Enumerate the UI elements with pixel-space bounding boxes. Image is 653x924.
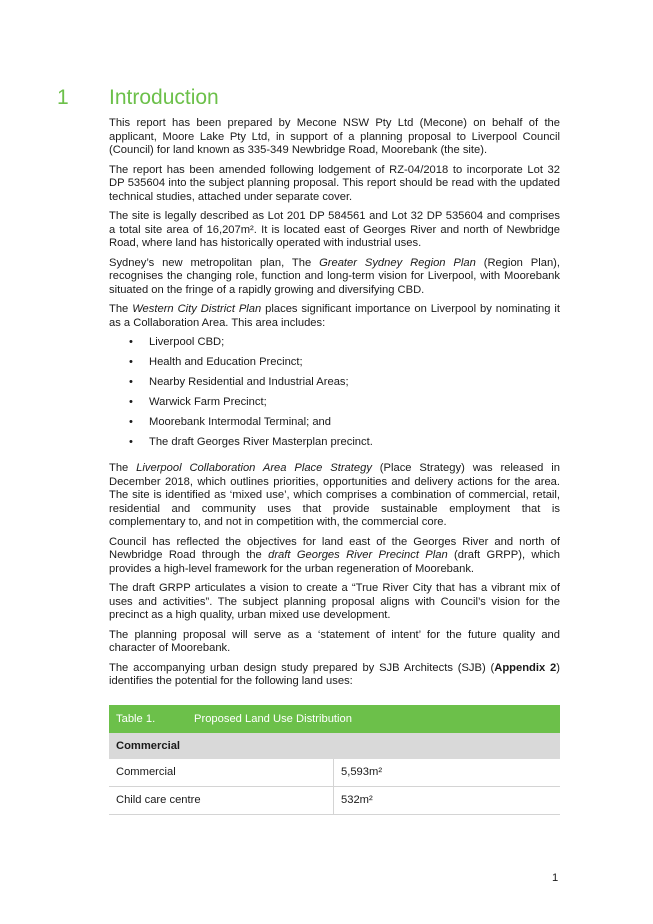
paragraph-6 [109, 462, 560, 530]
paragraph-6-text-end: (Place Strategy) was released in December 2018, which outlines priorities, opportunities and delivery actions for the area. The site is identified as ‘mixed use’, which comprises a combination of commercial, retail, residential and community uses that provide sustainable employment that is complementary to, and not in competition with, the commercial core. [109, 462, 560, 528]
table-cell-area: 532m² [341, 794, 373, 806]
paragraph-8: The draft GRPP articulates a vision to create a “True River City that has a vibrant mix of uses and activities”. The subject planning proposal aligns with Council’s vision for the precinct as a high quality, urban mixed use development. [109, 582, 560, 621]
paragraph-1: This report has been prepared by Mecone NSW Pty Ltd (Mecone) on behalf of the applicant, Moore Lake Pty Ltd, in support of a planning proposal to Liverpool Council (Council) for land known as 335-349 Newbridge Road, Moorebank (the site). [109, 117, 560, 156]
paragraph-5 [109, 303, 560, 330]
bullet-icon: • [129, 336, 133, 348]
table-cell-use: Commercial [109, 759, 334, 786]
page-number: 1 [552, 872, 559, 884]
paragraph-3: The site is legally described as Lot 201 DP 584561 and Lot 32 DP 535604 and comprises a total site area of 16,207m². It is located east of Georges River and north of Newbridge Road, where land has historically operated with industrial uses. [109, 210, 560, 249]
list-item: • Warwick Farm Precinct; [129, 396, 267, 408]
paragraph-9: The planning proposal will serve as a ‘statement of intent’ for the future quality and character of Moorebank. [109, 628, 560, 654]
table-cell-use: Child care centre [109, 787, 334, 814]
paragraph-2: The report has been amended following lodgement of RZ-04/2018 to incorporate Lot 32 DP 535604 into the subject planning proposal. This report should be read with the updated technical studies, attached under separate cover. [109, 163, 560, 203]
bullet-icon: • [129, 416, 133, 428]
land-use-table [109, 705, 560, 815]
table-row [109, 759, 560, 787]
list-item: • Health and Education Precinct; [129, 356, 303, 368]
list-item: • Liverpool CBD; [129, 336, 225, 348]
bullet-icon: • [129, 356, 133, 368]
bullet-icon: • [129, 396, 133, 408]
table-section-header: Commercial [109, 733, 560, 759]
paragraph-7 [109, 536, 560, 577]
region-plan-title: Greater Sydney Region Plan [319, 256, 476, 269]
table-caption-text: Proposed Land Use Distribution [194, 713, 352, 725]
section-number: 1 [57, 86, 69, 109]
appendix-reference: Appendix 2 [494, 661, 557, 674]
precinct-plan-title: draft Georges River Precinct Plan [268, 549, 448, 561]
paragraph-10 [109, 662, 560, 689]
section-title: Introduction [109, 86, 219, 109]
bullet-icon: • [129, 436, 133, 448]
paragraph-4 [109, 257, 560, 298]
place-strategy-title: Liverpool Collaboration Area Place Strategy [136, 462, 372, 474]
section-heading [0, 86, 653, 112]
paragraph-6-text: The [109, 462, 137, 474]
body-text [109, 117, 560, 695]
paragraph-4-text-end: (Region Plan), recognises the changing role, function and long-term vision for Liverpool, with Moorebank situated on the fringe of a rapidly growing and diversifying CBD. [109, 256, 561, 296]
table-cell-area: 5,593m² [341, 766, 383, 778]
list-item: • Moorebank Intermodal Terminal; and [129, 416, 331, 428]
paragraph-10-text-end: ) identifies the potential for the following land uses: [109, 661, 560, 687]
list-item: • Nearby Residential and Industrial Areas; [129, 376, 349, 388]
table-caption [109, 705, 560, 733]
list-item: • The draft Georges River Masterplan precinct. [129, 436, 373, 448]
district-plan-title: Western City District Plan [132, 303, 262, 315]
paragraph-4-text: Sydney’s new metropolitan plan, The [109, 256, 320, 269]
collaboration-area-list [109, 336, 560, 456]
paragraph-7-text: Council has reflected the objectives for land east of the Georges River and north of Newbridge Road through the [109, 535, 560, 561]
paragraph-10-text: The accompanying urban design study prepared by SJB Architects (SJB) ( [109, 661, 495, 674]
paragraph-5-text: The [109, 303, 133, 315]
table-number: Table 1. [116, 713, 156, 725]
bullet-icon: • [129, 376, 133, 388]
table-row [109, 787, 560, 815]
paragraph-5-text-end: places significant importance on Liverpool by nominating it as a Collaboration Area. This area includes: [109, 303, 560, 329]
paragraph-7-text-end: (draft GRPP), which provides a high-level framework for the urban regeneration of Moorebank. [109, 549, 560, 575]
